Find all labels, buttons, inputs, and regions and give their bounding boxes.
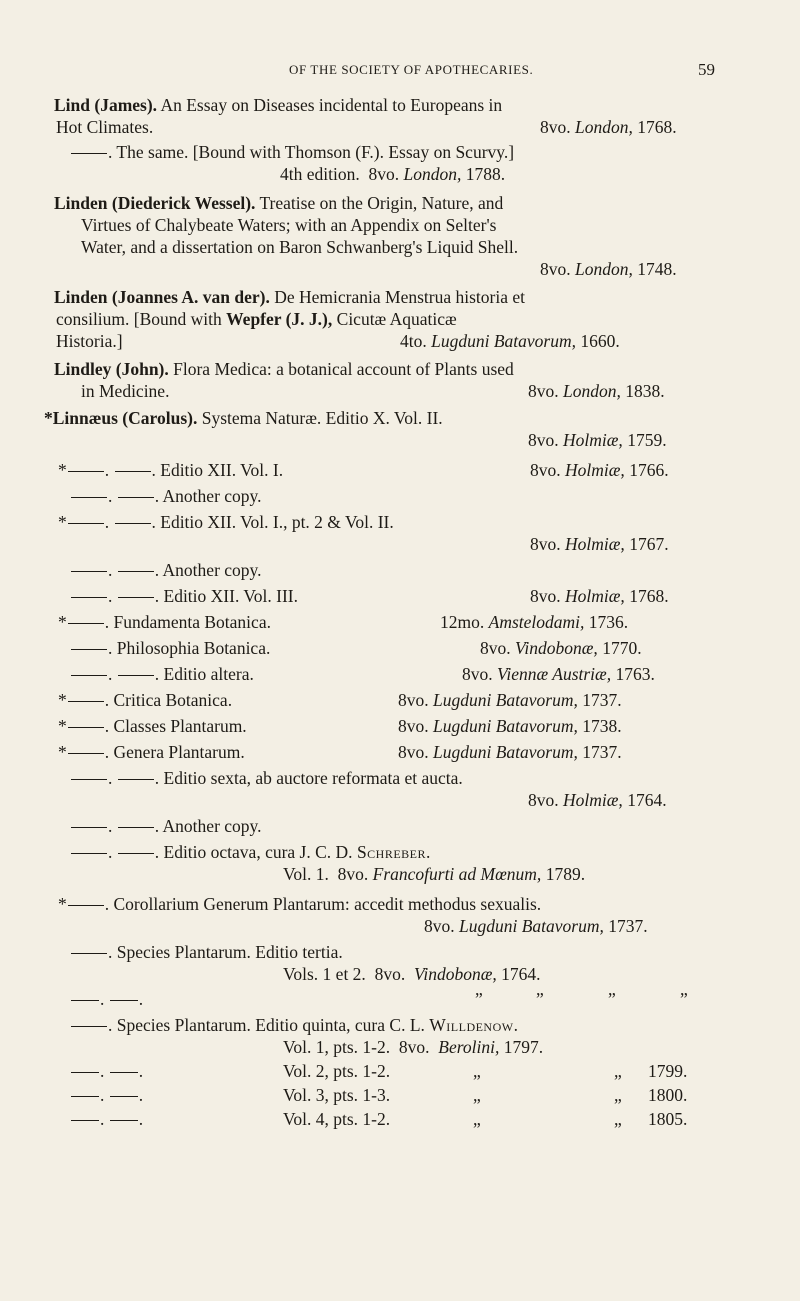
place: Vindobonæ, <box>413 964 497 984</box>
place: Lugduni Batavorum, <box>431 331 576 351</box>
title-text: Editio XII. Vol. III. <box>163 586 298 606</box>
ditto-dash <box>68 701 104 702</box>
bound-author: Wepfer (J. J.), <box>226 309 333 329</box>
subentry-line: * . Genera Plantarum. <box>58 742 245 762</box>
year: 1736. <box>588 612 629 632</box>
place: Francofurti ad Mœnum, <box>372 864 542 884</box>
title-text: consilium. [Bound with <box>56 309 222 329</box>
ditto-dash <box>68 905 104 906</box>
place: London, <box>575 117 633 137</box>
place: Amstelodami, <box>488 612 585 632</box>
editor-name: Willdenow. <box>429 1015 519 1035</box>
title-text: Classes Plantarum. <box>113 716 247 736</box>
title-text: Editio octava, cura J. C. D. <box>163 842 353 862</box>
ditto-dash <box>68 623 104 624</box>
title-text: Editio XII. Vol. I. <box>160 460 284 480</box>
title-text: Treatise on the Origin, Nature, and <box>259 193 504 213</box>
subentry-line: * . . Editio XII. Vol. I. <box>58 460 284 480</box>
running-head: OF THE SOCIETY OF APOTHECARIES. <box>289 62 534 77</box>
subentry-line: * . Critica Botanica. <box>58 690 233 710</box>
volume: Vol. 1. <box>283 864 329 884</box>
page-header <box>0 62 800 82</box>
title-text: Systema Naturæ. Editio X. Vol. II. <box>201 408 443 428</box>
imprint <box>540 258 677 280</box>
year: 1737. <box>582 690 622 710</box>
author-name: Lindley (John). <box>54 359 169 379</box>
ditto-dash <box>71 1120 99 1121</box>
imprint <box>398 741 622 763</box>
format: 8vo. <box>337 864 369 884</box>
year: 1768. <box>629 586 669 606</box>
ditto-dash <box>71 779 107 780</box>
ditto-mark: ” <box>475 989 483 1009</box>
entry-line <box>54 286 525 308</box>
title-text: Another copy. <box>162 816 262 836</box>
place: Holmiæ, <box>565 460 625 480</box>
title-text: Critica Botanica. <box>113 690 233 710</box>
entry-line: Water, and a dissertation on Baron Schwanberg's Liquid Shell. <box>81 237 519 257</box>
year: 1737. <box>608 916 648 936</box>
subentry-line: . . Editio XII. Vol. III. <box>70 585 298 607</box>
ditto-dash <box>71 853 107 854</box>
imprint <box>440 611 628 633</box>
ditto-dash <box>71 153 107 154</box>
format: 8vo. <box>398 716 429 736</box>
star-marker: * <box>58 894 67 914</box>
format: 8vo. <box>528 430 559 450</box>
subentry-line: . Species Plantarum. Editio tertia. <box>70 941 343 963</box>
ditto-dash <box>110 1072 138 1073</box>
year: 1738. <box>582 716 622 736</box>
imprint <box>528 429 667 451</box>
title-text: . The same. [Bound with Thomson (F.). Essay on Scurvy.] <box>108 142 515 162</box>
year: 1759. <box>627 430 667 450</box>
imprint <box>540 116 677 138</box>
year: 1797. <box>503 1037 544 1057</box>
subentry-line: . Philosophia Botanica. <box>70 637 270 659</box>
entry-line <box>56 330 123 352</box>
year: 1789. <box>545 864 586 884</box>
ditto-dash <box>71 1026 107 1027</box>
imprint <box>424 915 648 937</box>
year: 1838. <box>625 381 665 401</box>
subentry-line: . . Another copy. <box>70 559 262 581</box>
ditto-dash <box>71 649 107 650</box>
place: Lugduni Batavorum, <box>433 716 578 736</box>
volume: Vol. 3, pts. 1-3. <box>283 1085 391 1105</box>
title-text: Genera Plantarum. <box>113 742 245 762</box>
ditto-dash <box>110 1096 138 1097</box>
ditto-mark: „ <box>473 1109 481 1129</box>
format: 8vo. <box>480 638 511 658</box>
edition: 4th edition. <box>280 164 360 184</box>
format: 8vo. <box>528 381 559 401</box>
title-text: Species Plantarum. Editio quinta, cura C. L. <box>116 1015 425 1035</box>
ditto-dash <box>71 571 107 572</box>
place: Lugduni Batavorum, <box>433 742 578 762</box>
author-name: Lind (James). <box>54 95 158 115</box>
volume: Vols. 1 et 2. <box>283 964 366 984</box>
subentry-line: . . Editio sexta, ab auctore reformata et aucta. <box>70 767 463 789</box>
author-name: *Linnæus (Carolus). <box>44 408 198 428</box>
ditto-dash <box>71 1096 99 1097</box>
star-marker: * <box>58 716 67 736</box>
entry-line <box>54 358 514 380</box>
entry-line <box>44 407 443 429</box>
author-name: Linden (Joannes A. van der). <box>54 287 270 307</box>
ditto-mark: „ <box>614 1085 622 1105</box>
ditto-mark: ” <box>608 989 616 1009</box>
subentry-line: * . . Editio XII. Vol. I., pt. 2 & Vol. II. <box>58 512 394 532</box>
place: Berolini, <box>438 1037 500 1057</box>
ditto-mark: ” <box>680 989 688 1009</box>
volume: Vol. 1, pts. 1-2. <box>283 1037 391 1057</box>
title-text: Editio altera. <box>163 664 254 684</box>
place: Lugduni Batavorum, <box>433 690 578 710</box>
format: 8vo. <box>398 742 429 762</box>
imprint <box>283 1108 390 1130</box>
title-text: Cicutæ Aquaticæ <box>336 309 457 329</box>
imprint <box>528 789 667 811</box>
year: 1763. <box>615 664 655 684</box>
year: 1748. <box>637 259 677 279</box>
format: 8vo. <box>530 534 561 554</box>
imprint <box>283 1084 390 1106</box>
subentry-line: . . <box>70 1084 143 1106</box>
imprint <box>530 533 669 555</box>
ditto-dash <box>71 597 107 598</box>
ditto-mark: „ <box>614 1109 622 1129</box>
ditto-dash <box>68 523 104 524</box>
star-marker: * <box>58 690 67 710</box>
title-text: Editio XII. Vol. I., pt. 2 & Vol. II. <box>160 512 394 532</box>
place: Lugduni Batavorum, <box>459 916 604 936</box>
title-text: Another copy. <box>162 486 262 506</box>
ditto-dash <box>118 853 154 854</box>
ditto-dash <box>71 1000 99 1001</box>
year: 1764. <box>627 790 667 810</box>
imprint <box>280 163 505 185</box>
ditto-mark: „ <box>614 1061 622 1081</box>
year: 1737. <box>582 742 622 762</box>
format: 8vo. <box>424 916 455 936</box>
format: 8vo. <box>368 164 400 184</box>
subentry-line: . . <box>70 1060 143 1082</box>
place: Vindobonæ, <box>515 638 598 658</box>
ditto-dash <box>118 497 154 498</box>
ditto-dash <box>110 1120 138 1121</box>
imprint <box>283 863 585 885</box>
ditto-dash <box>71 953 107 954</box>
entry-line <box>54 94 502 116</box>
title-text: Editio sexta, ab auctore reformata et aucta. <box>163 768 463 788</box>
ditto-dash <box>118 571 154 572</box>
subentry-line: * . Classes Plantarum. <box>58 716 247 736</box>
title-text: Another copy. <box>162 560 262 580</box>
place: Holmiæ, <box>563 430 623 450</box>
title-text: Corollarium Generum Plantarum: accedit methodus sexualis. <box>113 894 542 914</box>
ditto-dash <box>110 1000 138 1001</box>
ditto-mark: ” <box>536 989 544 1009</box>
title-text: Species Plantarum. Editio tertia. <box>116 942 343 962</box>
place: Holmiæ, <box>563 790 623 810</box>
imprint <box>530 585 669 607</box>
author-name: Linden (Diederick Wessel). <box>54 193 256 213</box>
ditto-dash <box>71 827 107 828</box>
ditto-dash <box>68 727 104 728</box>
format: 8vo. <box>530 460 561 480</box>
title-text: Historia.] <box>56 331 123 351</box>
subentry-line: . . Editio altera. <box>70 663 254 685</box>
subentry-line: . Species Plantarum. Editio quinta, cura C. L. Willdenow. <box>70 1014 518 1036</box>
format: 8vo. <box>374 964 406 984</box>
year: 1768. <box>637 117 677 137</box>
subentry-line: . . Editio octava, cura J. C. D. Schreber. <box>70 841 431 863</box>
entry-line <box>70 141 514 163</box>
format: 8vo. <box>540 259 571 279</box>
ditto-dash <box>115 471 151 472</box>
format: 8vo. <box>530 586 561 606</box>
star-marker: * <box>58 512 67 532</box>
ditto-dash <box>71 1072 99 1073</box>
format: 8vo. <box>462 664 493 684</box>
format: 8vo. <box>528 790 559 810</box>
imprint <box>398 689 622 711</box>
ditto-mark: „ <box>473 1085 481 1105</box>
ditto-dash <box>68 471 104 472</box>
ditto-dash <box>71 497 107 498</box>
ditto-dash <box>118 675 154 676</box>
title-text: in Medicine. <box>81 381 170 401</box>
format: 8vo. <box>398 690 429 710</box>
format: 12mo. <box>440 612 485 632</box>
year: 1800. <box>648 1085 688 1105</box>
title-text: Hot Climates. <box>56 117 154 137</box>
title-text: Philosophia Botanica. <box>116 638 271 658</box>
imprint <box>283 1060 390 1082</box>
entry-line <box>56 116 153 138</box>
volume: Vol. 2, pts. 1-2. <box>283 1061 391 1081</box>
title-text: De Hemicrania Menstrua historia et <box>274 287 525 307</box>
entry-line: Virtues of Chalybeate Waters; with an Appendix on Selter's <box>81 215 497 235</box>
format: 4to. <box>400 331 427 351</box>
year: 1660. <box>580 331 620 351</box>
entry-line <box>56 308 457 330</box>
title-text: Fundamenta Botanica. <box>113 612 271 632</box>
imprint <box>400 330 620 352</box>
place: London, <box>575 259 633 279</box>
year: 1788. <box>465 164 506 184</box>
editor-name: Schreber. <box>356 842 431 862</box>
title-text: Flora Medica: a botanical account of Plants used <box>173 359 514 379</box>
subentry-line: . . <box>70 988 143 1010</box>
year: 1764. <box>501 964 541 984</box>
ditto-dash <box>115 523 151 524</box>
star-marker: * <box>58 742 67 762</box>
star-marker: * <box>58 460 67 480</box>
imprint <box>283 1036 543 1058</box>
imprint <box>283 963 541 985</box>
ditto-mark: „ <box>473 1061 481 1081</box>
place: Holmiæ, <box>565 534 625 554</box>
imprint <box>528 380 665 402</box>
year: 1770. <box>602 638 642 658</box>
place: London, <box>563 381 621 401</box>
subentry-line: * . Fundamenta Botanica. <box>58 612 271 632</box>
imprint <box>530 459 669 481</box>
star-marker: * <box>58 612 67 632</box>
ditto-dash <box>118 827 154 828</box>
format: 8vo. <box>398 1037 430 1057</box>
entry-line <box>81 380 169 402</box>
year: 1767. <box>629 534 669 554</box>
place: Holmiæ, <box>565 586 625 606</box>
subentry-line: . . Another copy. <box>70 485 262 507</box>
title-text: An Essay on Diseases incidental to Europeans in <box>160 95 503 115</box>
entry-line <box>54 192 503 214</box>
imprint <box>398 715 622 737</box>
subentry-line: * . Corollarium Generum Plantarum: accedit methodus sexualis. <box>58 894 542 914</box>
place: Viennæ Austriæ, <box>497 664 612 684</box>
ditto-dash <box>118 779 154 780</box>
page-number: 59 <box>698 60 715 79</box>
ditto-dash <box>71 675 107 676</box>
imprint <box>462 663 655 685</box>
subentry-line: . . Another copy. <box>70 815 262 837</box>
place: London, <box>403 164 462 184</box>
ditto-dash <box>68 753 104 754</box>
year: 1799. <box>648 1061 688 1081</box>
subentry-line: . . <box>70 1108 143 1130</box>
imprint <box>480 637 642 659</box>
ditto-dash <box>118 597 154 598</box>
year: 1805. <box>648 1109 688 1129</box>
year: 1766. <box>629 460 669 480</box>
format: 8vo. <box>540 117 571 137</box>
volume: Vol. 4, pts. 1-2. <box>283 1109 391 1129</box>
